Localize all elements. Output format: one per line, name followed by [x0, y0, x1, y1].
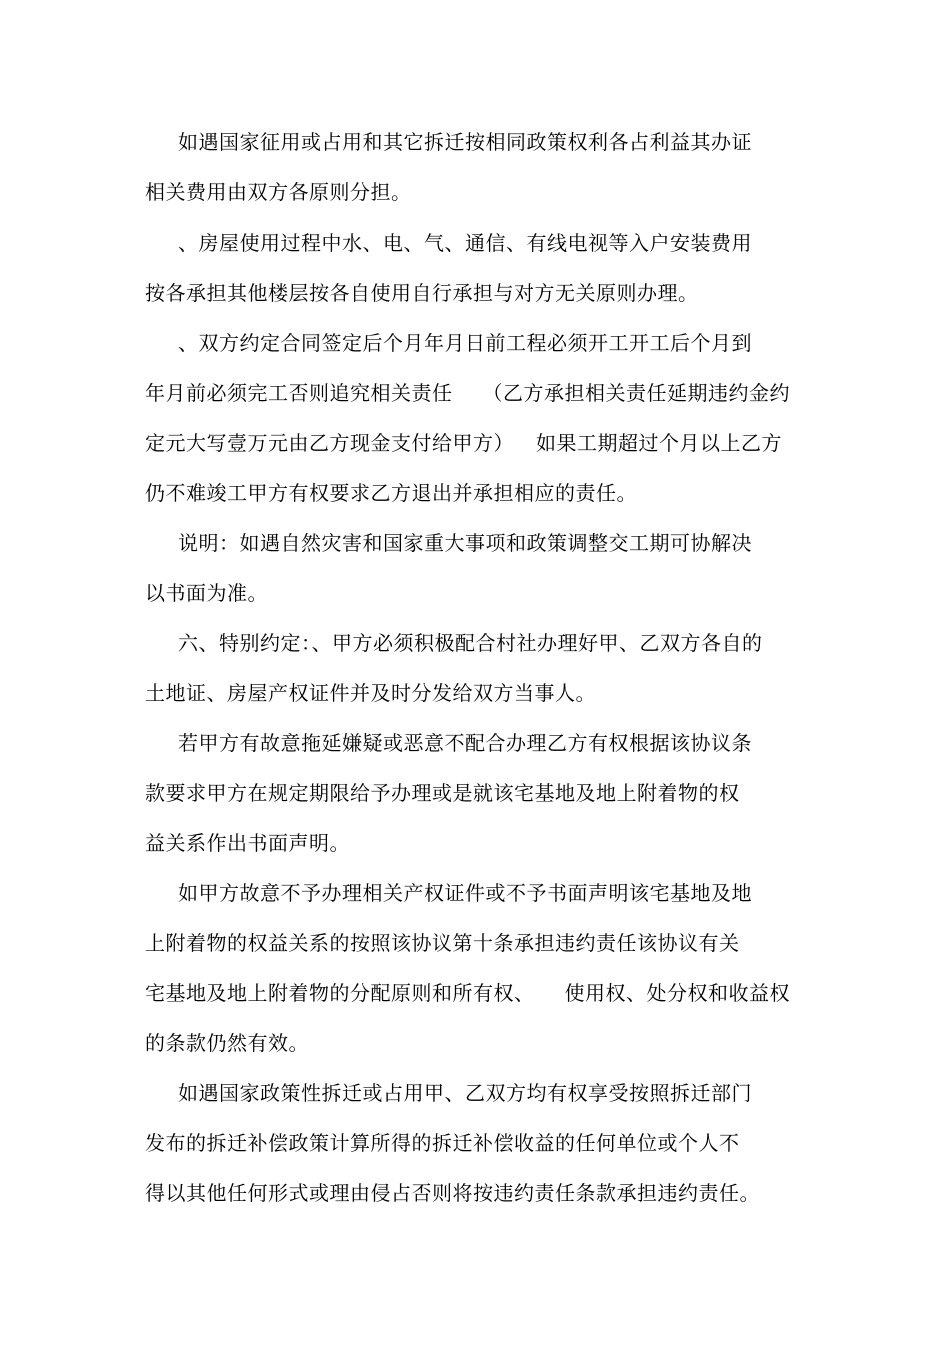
- paragraph-2-line-2: 按各承担其他楼层按各自使用自行承担与对方无关原则办理。: [145, 281, 699, 305]
- paragraph-2-line-1: 、房屋使用过程中水、电、气、通信、有线电视等入户安装费用: [178, 231, 752, 255]
- paragraph-6-line-1: 若甲方有故意拖延嫌疑或恶意不配合办理乙方有权根据该协议条: [178, 731, 752, 755]
- paragraph-7-line-3: 宅基地及地上附着物的分配原则和所有权、 使用权、处分权和收益权: [145, 981, 790, 1005]
- paragraph-4-line-2: 以书面为准。: [145, 581, 268, 605]
- paragraph-4-line-1: 说明：如遇自然灾害和国家重大事项和政策调整交工期可协解决: [178, 531, 752, 555]
- paragraph-5-line-2: 土地证、房屋产权证件并及时分发给双方当事人。: [145, 681, 596, 705]
- paragraph-8-line-2: 发布的拆迁补偿政策计算所得的拆迁补偿收益的任何单位或个人不: [145, 1131, 740, 1155]
- paragraph-7-line-2: 上附着物的权益关系的按照该协议第十条承担违约责任该协议有关: [145, 931, 740, 955]
- paragraph-8-line-1: 如遇国家政策性拆迁或占用甲、乙双方均有权享受按照拆迁部门: [178, 1081, 752, 1105]
- paragraph-3-line-4: 仍不难竣工甲方有权要求乙方退出并承担相应的责任。: [145, 481, 637, 505]
- paragraph-7-line-1: 如甲方故意不予办理相关产权证件或不予书面声明该宅基地及地: [178, 881, 752, 905]
- paragraph-3-line-2: 年月前必须完工否则追究相关责任 （乙方承担相关责任延期违约金约: [145, 381, 790, 405]
- paragraph-7-line-4: 的条款仍然有效。: [145, 1031, 309, 1055]
- paragraph-3-line-1: 、双方约定合同签定后个月年月日前工程必须开工开工后个月到: [178, 331, 752, 355]
- paragraph-1-line-1: 如遇国家征用或占用和其它拆迁按相同政策权利各占利益其办证: [178, 130, 752, 154]
- paragraph-1-line-2: 相关费用由双方各原则分担。: [145, 180, 412, 204]
- paragraph-5-line-1: 六、特别约定：、甲方必须积极配合村社办理好甲、乙双方各自的: [178, 631, 763, 655]
- paragraph-6-line-2: 款要求甲方在规定期限给予办理或是就该宅基地及地上附着物的权: [145, 781, 740, 805]
- paragraph-6-line-3: 益关系作出书面声明。: [145, 831, 350, 855]
- paragraph-3-line-3: 定元大写壹万元由乙方现金支付给甲方） 如果工期超过个月以上乙方: [145, 431, 782, 455]
- paragraph-8-line-3: 得以其他任何形式或理由侵占否则将按违约责任条款承担违约责任。: [145, 1181, 760, 1205]
